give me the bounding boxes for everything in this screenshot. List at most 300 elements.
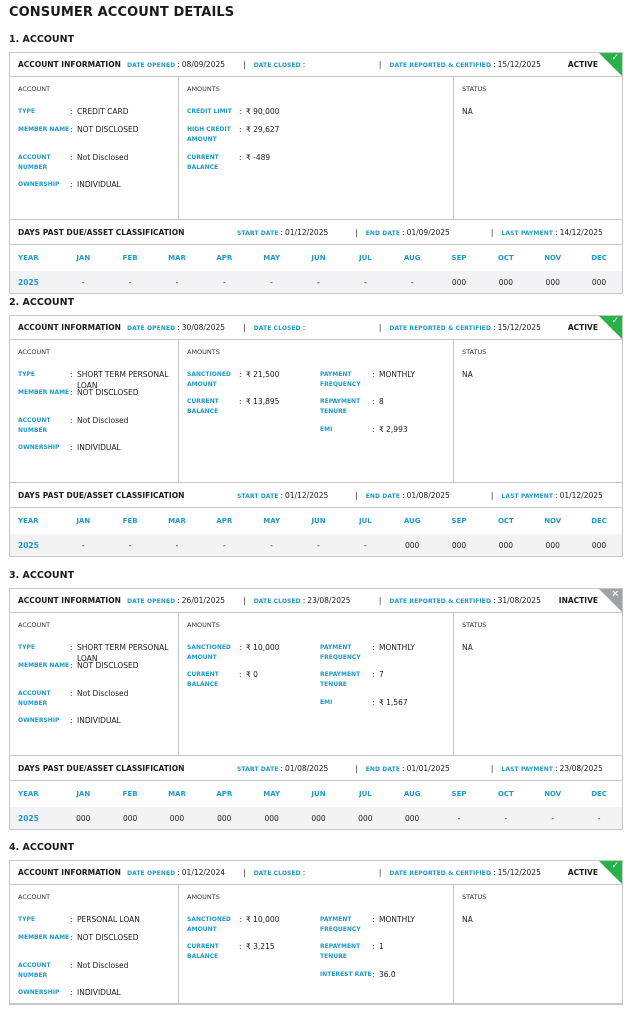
separator: | — [355, 490, 358, 500]
current-balance-field-value: ₹ 3,215 — [246, 942, 275, 951]
payment-frequency-field-value: MONTHLY — [379, 370, 415, 379]
account-info-title: ACCOUNT INFORMATION — [18, 60, 121, 69]
date-reported-colon: : — [493, 596, 496, 605]
date-closed — [254, 868, 371, 877]
payment-frequency-field — [320, 643, 415, 662]
separator: | — [243, 596, 246, 605]
dpd-value: 000 — [591, 540, 607, 550]
page-title: CONSUMER ACCOUNT DETAILS — [9, 5, 235, 20]
separator: | — [355, 763, 358, 773]
payment-frequency-field-colon: : — [372, 915, 375, 924]
month-header: FEB — [122, 254, 138, 262]
date-closed-colon: : — [302, 323, 306, 332]
date-opened — [127, 323, 235, 332]
ownership-field-colon: : — [70, 716, 73, 725]
separator: | — [243, 60, 246, 69]
date-opened-value: 30/08/2025 — [181, 323, 226, 332]
separator: | — [490, 763, 494, 773]
date-reported-label: DATE REPORTED & CERTIFIED — [389, 62, 492, 69]
account-column-heading: ACCOUNT — [18, 85, 51, 93]
type-field-label: TYPE — [18, 916, 35, 923]
dpd-value: 000 — [498, 540, 514, 550]
emi-field-label: EMI — [320, 699, 333, 706]
member-name-field — [18, 933, 175, 944]
dpd-value: - — [81, 540, 85, 550]
payment-frequency-field-value: MONTHLY — [379, 915, 415, 924]
date-reported-label: DATE REPORTED & CERTIFIED — [389, 870, 492, 877]
current-balance-field-colon: : — [239, 397, 242, 406]
dpd-value: - — [317, 277, 320, 287]
dpd-title: DAYS PAST DUE/ASSET CLASSIFICATION — [18, 490, 185, 500]
emi-field-colon: : — [372, 698, 375, 707]
dpd-value: 000 — [217, 813, 232, 823]
account-card — [9, 860, 623, 1005]
date-opened-label: DATE OPENED — [127, 62, 176, 69]
high-credit-amount-field-value: ₹ 29,627 — [246, 125, 280, 134]
amounts-column — [179, 613, 454, 755]
dpd-title: DAYS PAST DUE/ASSET CLASSIFICATION — [18, 763, 185, 773]
account-column-heading: ACCOUNT — [18, 348, 51, 356]
end-date — [366, 491, 483, 500]
sanctioned-amount-field — [187, 915, 279, 934]
start-date-colon: : — [280, 227, 284, 237]
date-reported — [389, 596, 540, 605]
dpd-title: DAYS PAST DUE/ASSET CLASSIFICATION — [18, 227, 185, 237]
dpd-value: - — [457, 813, 461, 823]
account-column — [10, 613, 179, 755]
current-balance-field-label: CURRENT BALANCE — [187, 398, 219, 415]
start-date-label: START DATE — [237, 229, 279, 237]
date-opened-colon: : — [177, 868, 180, 877]
check-icon: ✓ — [611, 316, 619, 326]
amounts-column — [179, 885, 454, 1003]
separator: | — [378, 323, 382, 332]
date-closed — [254, 596, 371, 605]
month-header: JAN — [76, 790, 91, 798]
dpd-value: 000 — [451, 277, 467, 287]
date-reported-value: 15/12/2025 — [497, 868, 541, 877]
end-date-colon: : — [402, 227, 405, 237]
status-column-heading: STATUS — [462, 893, 487, 901]
type-field-label: TYPE — [18, 108, 35, 115]
start-date — [237, 491, 347, 500]
repayment-tenure-field-label: REPAYMENT TENURE — [320, 671, 361, 688]
current-balance-field — [187, 670, 258, 689]
separator: | — [243, 323, 246, 332]
month-header: AUG — [403, 517, 421, 525]
repayment-tenure-field-colon: : — [372, 670, 375, 679]
date-reported-value: 31/08/2025 — [497, 596, 541, 605]
member-name-field-label: MEMBER NAME — [18, 934, 70, 941]
account-number-field — [18, 153, 175, 172]
ownership-field — [18, 988, 175, 999]
amounts-column-heading: AMOUNTS — [187, 85, 220, 93]
month-header: APR — [216, 790, 233, 798]
month-header: DEC — [591, 517, 607, 525]
payment-frequency-field — [320, 370, 415, 389]
repayment-tenure-field-colon: : — [372, 942, 375, 951]
current-balance-field-label: CURRENT BALANCE — [187, 943, 219, 960]
account-column — [10, 340, 179, 482]
type-field-colon: : — [70, 107, 73, 116]
end-date — [366, 764, 483, 773]
month-header: APR — [216, 254, 233, 262]
sanctioned-amount-field-value: ₹ 10,000 — [246, 915, 280, 924]
end-date-label: END DATE — [365, 492, 401, 500]
year-value: 2025 — [18, 277, 39, 287]
ownership-field-label: OWNERSHIP — [18, 444, 60, 451]
date-reported-colon: : — [493, 60, 496, 69]
status-value: NA — [462, 915, 473, 924]
type-field-value: CREDIT CARD — [77, 107, 129, 116]
account-info-header — [10, 316, 622, 340]
date-opened-colon: : — [177, 323, 180, 332]
repayment-tenure-field-value: 8 — [379, 397, 384, 406]
month-header: FEB — [122, 790, 138, 798]
account-info-header — [10, 53, 622, 77]
date-closed-colon: : — [302, 60, 306, 69]
type-field-label: TYPE — [18, 644, 35, 651]
dpd-value: - — [504, 813, 508, 823]
type-field-value: SHORT TERM PERSONAL LOAN — [77, 370, 169, 390]
dpd-header — [10, 220, 622, 245]
month-header: SEP — [451, 254, 467, 262]
date-opened-colon: : — [177, 60, 180, 69]
dpd-value: - — [363, 277, 367, 287]
repayment-tenure-field — [320, 397, 384, 416]
year-header: YEAR — [18, 254, 39, 262]
sanctioned-amount-field-colon: : — [239, 643, 242, 652]
date-opened — [127, 868, 235, 877]
member-name-field — [18, 125, 175, 136]
month-header: DEC — [591, 790, 607, 798]
dpd-months-row — [10, 245, 622, 271]
dpd-value: - — [363, 540, 367, 550]
month-header: APR — [216, 517, 233, 525]
account-info-title: ACCOUNT INFORMATION — [18, 596, 121, 605]
account-number-field-value: Not Disclosed — [77, 689, 129, 698]
status-column — [454, 340, 622, 482]
close-icon: × — [611, 589, 619, 599]
payment-frequency-field-label: PAYMENT FREQUENCY — [320, 644, 361, 661]
dpd-months-row — [10, 508, 622, 534]
emi-field — [320, 698, 408, 709]
account-details-row — [10, 613, 622, 756]
repayment-tenure-field-value: 1 — [379, 942, 384, 951]
month-header: OCT — [497, 254, 514, 262]
month-header: JAN — [76, 517, 91, 525]
account-section — [9, 33, 623, 294]
payment-frequency-field-colon: : — [372, 370, 375, 379]
status-column-heading: STATUS — [462, 348, 487, 356]
member-name-field-value: NOT DISCLOSED — [77, 661, 139, 670]
dpd-value: 000 — [545, 277, 560, 287]
credit-limit-field-colon: : — [239, 107, 242, 116]
month-header: SEP — [451, 517, 467, 525]
status-badge: ACTIVE — [567, 323, 598, 332]
emi-field-value: ₹ 2,993 — [379, 425, 408, 434]
last-payment — [501, 491, 602, 500]
year-header: YEAR — [18, 517, 39, 525]
check-icon: ✓ — [611, 53, 619, 63]
dpd-value: - — [222, 540, 226, 550]
month-header: SEP — [451, 790, 467, 798]
ownership-field-value: INDIVIDUAL — [77, 180, 121, 189]
status-value: NA — [462, 107, 473, 116]
dpd-value: - — [222, 277, 226, 287]
separator: | — [355, 227, 358, 237]
account-info-header — [10, 589, 622, 613]
date-reported — [389, 868, 540, 877]
month-header: JUL — [358, 517, 372, 525]
dpd-value: 000 — [451, 540, 467, 550]
date-opened — [127, 60, 235, 69]
account-card — [9, 588, 623, 830]
date-opened-label: DATE OPENED — [127, 598, 176, 605]
account-title: 1. ACCOUNT — [9, 34, 75, 45]
account-number-field-value: Not Disclosed — [77, 961, 129, 970]
status-column-heading: STATUS — [462, 621, 487, 629]
start-date-label: START DATE — [237, 492, 279, 500]
month-header: NOV — [544, 254, 562, 262]
amounts-column — [179, 340, 454, 482]
start-date-value: 01/12/2025 — [285, 490, 329, 500]
dpd-value: 000 — [405, 540, 420, 550]
last-payment — [501, 228, 602, 237]
ownership-field-label: OWNERSHIP — [18, 717, 60, 724]
dpd-value: - — [81, 277, 85, 287]
member-name-field-colon: : — [70, 661, 73, 670]
type-field-colon: : — [70, 643, 73, 652]
sanctioned-amount-field-value: ₹ 10,000 — [246, 643, 280, 652]
payment-frequency-field-label: PAYMENT FREQUENCY — [320, 371, 361, 388]
dpd-value: 000 — [311, 813, 326, 823]
account-number-field-value: Not Disclosed — [77, 153, 129, 162]
dpd-value: - — [128, 540, 132, 550]
payment-frequency-field-value: MONTHLY — [379, 643, 415, 652]
date-reported — [389, 60, 540, 69]
dpd-value: 000 — [591, 277, 607, 287]
sanctioned-amount-field-value: ₹ 21,500 — [246, 370, 280, 379]
dpd-values-row — [10, 534, 622, 556]
month-header: AUG — [403, 790, 421, 798]
month-header: JUN — [311, 517, 326, 525]
sanctioned-amount-field-label: SANCTIONED AMOUNT — [187, 916, 231, 933]
month-header: AUG — [403, 254, 421, 262]
status-column — [454, 77, 622, 219]
member-name-field-label: MEMBER NAME — [18, 126, 70, 133]
account-number-field-colon: : — [70, 153, 73, 162]
dpd-header — [10, 483, 622, 508]
dpd-value: 000 — [169, 813, 185, 823]
end-date-label: END DATE — [365, 229, 401, 237]
current-balance-field — [187, 153, 270, 172]
last-payment-value: 01/12/2025 — [559, 490, 603, 500]
month-header: MAY — [263, 517, 281, 525]
account-column-heading: ACCOUNT — [18, 893, 51, 901]
last-payment-colon: : — [555, 490, 558, 500]
account-card — [9, 315, 623, 557]
account-details-row — [10, 340, 622, 483]
current-balance-field — [187, 397, 279, 416]
account-number-field-value: Not Disclosed — [77, 416, 129, 425]
month-header: OCT — [497, 517, 514, 525]
account-title: 4. ACCOUNT — [9, 842, 75, 853]
high-credit-amount-field-colon: : — [239, 125, 242, 134]
last-payment-colon: : — [555, 227, 558, 237]
emi-field-colon: : — [372, 425, 375, 434]
member-name-field-colon: : — [70, 125, 73, 134]
amounts-column — [179, 77, 454, 219]
date-reported-value: 15/12/2025 — [497, 60, 541, 69]
ownership-field — [18, 443, 175, 454]
current-balance-field-label: CURRENT BALANCE — [187, 671, 219, 688]
type-field — [18, 915, 175, 926]
account-info-header — [10, 861, 622, 885]
type-field-colon: : — [70, 370, 73, 379]
month-header: JUN — [311, 790, 326, 798]
payment-frequency-field-colon: : — [372, 643, 375, 652]
separator: | — [490, 227, 494, 237]
end-date-value: 01/01/2025 — [406, 763, 450, 773]
account-number-field-colon: : — [70, 416, 73, 425]
month-header: MAR — [168, 517, 186, 525]
separator: | — [490, 490, 494, 500]
last-payment-colon: : — [555, 763, 558, 773]
current-balance-field-value: ₹ 0 — [246, 670, 258, 679]
high-credit-amount-field — [187, 125, 279, 144]
repayment-tenure-field — [320, 670, 384, 689]
end-date — [366, 228, 483, 237]
status-value: NA — [462, 370, 473, 379]
ownership-field — [18, 180, 175, 191]
account-column — [10, 885, 179, 1003]
amounts-column-heading: AMOUNTS — [187, 348, 220, 356]
sanctioned-amount-field-colon: : — [239, 915, 242, 924]
year-header: YEAR — [18, 790, 39, 798]
month-header: NOV — [544, 790, 562, 798]
month-header: JUN — [311, 254, 326, 262]
separator: | — [243, 868, 246, 877]
dpd-value: 000 — [76, 813, 91, 823]
year-value: 2025 — [18, 540, 39, 550]
current-balance-field — [187, 942, 275, 961]
account-number-field — [18, 961, 175, 980]
sanctioned-amount-field-label: SANCTIONED AMOUNT — [187, 644, 231, 661]
start-date-value: 01/08/2025 — [285, 763, 329, 773]
start-date-colon: : — [280, 490, 284, 500]
payment-frequency-field — [320, 915, 415, 934]
month-header: JAN — [76, 254, 91, 262]
last-payment-label: LAST PAYMENT — [501, 765, 554, 773]
check-icon: ✓ — [611, 861, 619, 871]
date-reported-label: DATE REPORTED & CERTIFIED — [389, 325, 492, 332]
type-field-colon: : — [70, 915, 73, 924]
emi-field — [320, 425, 408, 436]
ownership-field-colon: : — [70, 443, 73, 452]
last-payment — [501, 764, 602, 773]
account-number-field-label: ACCOUNT NUMBER — [18, 417, 51, 434]
amounts-column-heading: AMOUNTS — [187, 893, 220, 901]
ownership-field — [18, 716, 175, 727]
date-reported — [389, 323, 540, 332]
repayment-tenure-field-value: 7 — [379, 670, 384, 679]
dpd-header — [10, 756, 622, 781]
date-opened-value: 01/12/2024 — [181, 868, 226, 877]
amounts-column-heading: AMOUNTS — [187, 621, 220, 629]
dpd-value: 000 — [122, 813, 138, 823]
account-number-field-colon: : — [70, 689, 73, 698]
credit-limit-field-value: ₹ 90,000 — [246, 107, 280, 116]
account-number-field-label: ACCOUNT NUMBER — [18, 154, 51, 171]
current-balance-field-value: ₹ -489 — [246, 153, 271, 162]
repayment-tenure-field-label: REPAYMENT TENURE — [320, 398, 361, 415]
current-balance-field-colon: : — [239, 153, 242, 162]
ownership-field-label: OWNERSHIP — [18, 989, 60, 996]
date-opened-colon: : — [177, 596, 180, 605]
ownership-field-value: INDIVIDUAL — [77, 716, 121, 725]
sanctioned-amount-field-colon: : — [239, 370, 242, 379]
dpd-value: 000 — [545, 540, 560, 550]
dpd-value: - — [270, 277, 274, 287]
start-date — [237, 764, 347, 773]
account-title: 2. ACCOUNT — [9, 297, 75, 308]
account-info-title: ACCOUNT INFORMATION — [18, 868, 121, 877]
date-closed — [254, 323, 371, 332]
month-header: JUL — [358, 790, 372, 798]
month-header: MAY — [263, 254, 281, 262]
dpd-value: - — [175, 277, 179, 287]
status-column — [454, 613, 622, 755]
date-closed-label: DATE CLOSED — [253, 325, 301, 332]
dpd-value: - — [128, 277, 132, 287]
dpd-value: - — [410, 277, 414, 287]
member-name-field-label: MEMBER NAME — [18, 389, 70, 396]
status-badge: INACTIVE — [558, 596, 598, 605]
last-payment-label: LAST PAYMENT — [501, 229, 554, 237]
separator: | — [378, 868, 382, 877]
month-header: DEC — [591, 254, 607, 262]
month-header: MAR — [168, 254, 186, 262]
month-header: NOV — [544, 517, 562, 525]
date-closed-label: DATE CLOSED — [253, 598, 301, 605]
emi-field-value: ₹ 1,567 — [379, 698, 408, 707]
last-payment-value: 14/12/2025 — [559, 227, 603, 237]
separator: | — [378, 596, 382, 605]
account-title: 3. ACCOUNT — [9, 570, 75, 581]
dpd-value: 000 — [358, 813, 373, 823]
date-closed-value: 23/08/2025 — [307, 596, 351, 605]
start-date-value: 01/12/2025 — [285, 227, 329, 237]
status-badge: ACTIVE — [567, 868, 598, 877]
account-info-title: ACCOUNT INFORMATION — [18, 323, 121, 332]
date-reported-label: DATE REPORTED & CERTIFIED — [389, 598, 492, 605]
date-reported-value: 15/12/2025 — [497, 323, 541, 332]
start-date — [237, 228, 347, 237]
member-name-field — [18, 388, 175, 399]
account-section — [9, 841, 623, 1005]
type-field-label: TYPE — [18, 371, 35, 378]
month-header: JUL — [358, 254, 372, 262]
payment-frequency-field-label: PAYMENT FREQUENCY — [320, 916, 361, 933]
account-number-field-colon: : — [70, 961, 73, 970]
current-balance-field-value: ₹ 13,895 — [246, 397, 280, 406]
interest-rate-field — [320, 970, 396, 981]
current-balance-field-colon: : — [239, 670, 242, 679]
last-payment-value: 23/08/2025 — [559, 763, 603, 773]
member-name-field-value: NOT DISCLOSED — [77, 125, 139, 134]
end-date-colon: : — [402, 763, 405, 773]
